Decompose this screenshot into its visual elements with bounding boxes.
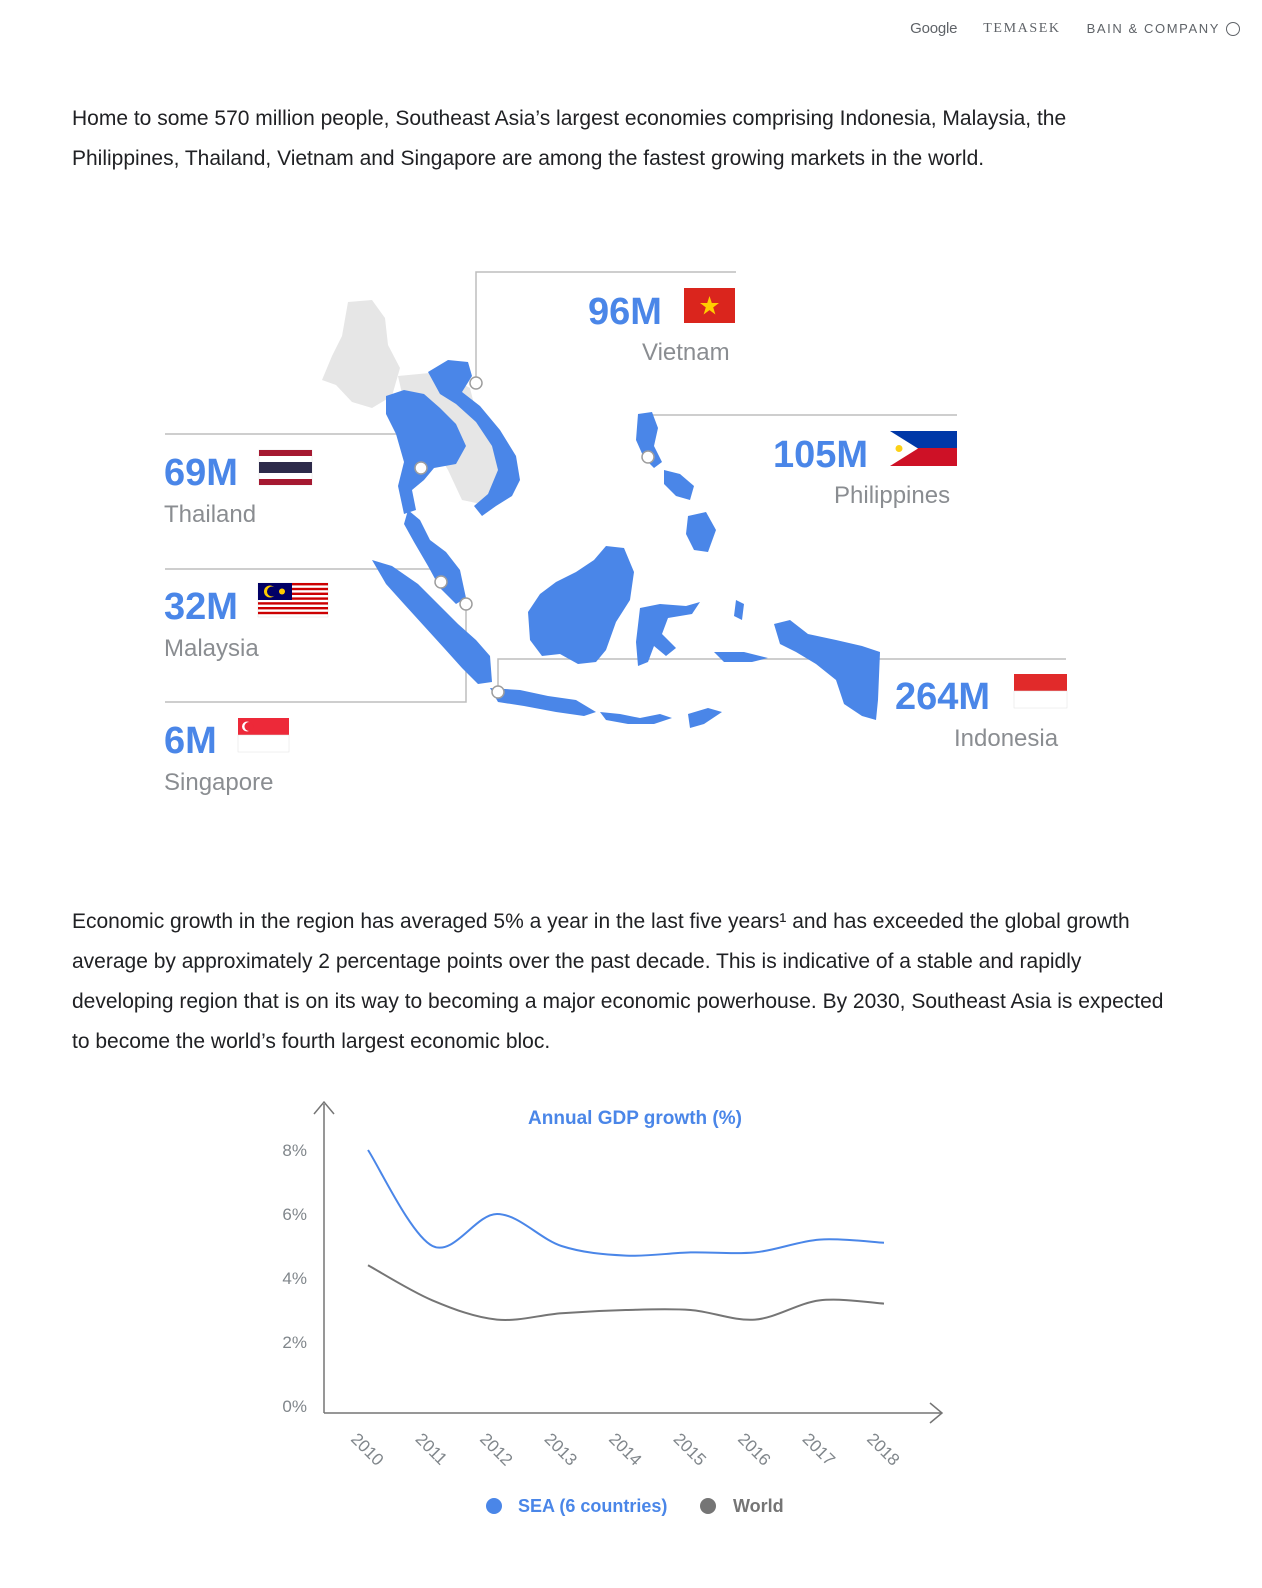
malaysia-flag-icon: [258, 583, 328, 617]
legend-sea-marker: [486, 1498, 502, 1514]
chart-legend: [486, 1496, 784, 1516]
growth-paragraph: Economic growth in the region has averaged 5% a year in the last five years¹ and has exceeded the global growth average by approximately 2 percentage points over the past decade. This is indicative of a stable and rapidly developing region that is on its way to becoming a major economic powerhouse. By 2030, Southeast Asia is expected to become the world’s fourth largest economic bloc.: [72, 910, 1164, 1053]
x-tick-label: 2014: [605, 1429, 646, 1470]
halmahera-shape: [714, 652, 768, 662]
thailand-marker: [415, 462, 427, 474]
singapore-population: 6M: [164, 720, 217, 762]
sulawesi-shape: [636, 602, 700, 666]
singapore-marker: [460, 598, 472, 610]
vietnam-flag-icon: [684, 288, 735, 323]
sea-series-line: [368, 1150, 884, 1256]
philippines-flag-icon: [890, 431, 957, 466]
thailand-population: 69M: [164, 452, 238, 494]
x-tick-label: 2017: [798, 1429, 839, 1470]
google-logo: Google: [910, 20, 958, 37]
borneo-shape: [528, 546, 634, 664]
temasek-logo: TEMASEK: [983, 20, 1061, 36]
x-tick-label: 2018: [863, 1429, 904, 1470]
bain-logo: [1087, 21, 1240, 36]
malaysia-marker: [435, 576, 447, 588]
philippines-name: Philippines: [834, 482, 951, 509]
x-tick-label: 2012: [476, 1429, 517, 1470]
java-shape: [490, 688, 596, 716]
x-tick-label: 2013: [540, 1429, 581, 1470]
visayas-shape: [664, 470, 694, 500]
gdp-growth-chart: [0, 1080, 1262, 1540]
partner-logos: [910, 20, 1240, 37]
southeast-asia-map: [0, 240, 1262, 820]
vietnam-population: 96M: [588, 291, 662, 333]
bain-logo-text: BAIN & COMPANY: [1086, 21, 1220, 36]
philippines-marker: [642, 451, 654, 463]
malaysia-name: Malaysia: [164, 635, 259, 662]
chart-title: Annual GDP growth (%): [528, 1108, 742, 1129]
chart-axes: [314, 1102, 942, 1423]
x-tick-label: 2011: [411, 1429, 451, 1469]
world-series-line: [368, 1265, 884, 1320]
mindanao-shape: [686, 512, 716, 552]
x-tick-label: 2016: [734, 1429, 775, 1470]
y-tick-label: 8%: [282, 1141, 307, 1160]
timor-shape: [688, 708, 722, 728]
vietnam-name: Vietnam: [642, 339, 730, 366]
sumatra-shape: [372, 560, 492, 684]
maluku-shape: [734, 600, 744, 620]
y-tick-label: 4%: [282, 1269, 307, 1288]
x-tick-label: 2010: [347, 1429, 388, 1470]
bain-mark-icon: [1226, 22, 1240, 36]
x-tick-labels: [347, 1429, 903, 1469]
new-guinea-shape: [774, 620, 880, 720]
thailand-name: Thailand: [164, 501, 257, 528]
y-tick-label: 6%: [282, 1205, 307, 1224]
x-tick-label: 2015: [669, 1429, 710, 1470]
y-tick-labels: [282, 1141, 307, 1416]
y-tick-label: 0%: [282, 1397, 307, 1416]
y-tick-label: 2%: [282, 1333, 307, 1352]
philippines-population: 105M: [773, 434, 869, 476]
series-lines: [368, 1150, 884, 1320]
nusa-tenggara-shape: [600, 712, 672, 724]
indonesia-flag-icon: [1014, 674, 1067, 708]
legend-sea-label: SEA (6 countries): [518, 1496, 668, 1516]
indonesia-name: Indonesia: [954, 725, 1059, 752]
thailand-flag-icon: [259, 450, 312, 485]
singapore-name: Singapore: [164, 769, 274, 796]
indonesia-marker: [492, 686, 504, 698]
legend-world-label: World: [733, 1496, 784, 1516]
vietnam-marker: [470, 377, 482, 389]
malaysia-population: 32M: [164, 586, 238, 628]
legend-world-marker: [700, 1498, 716, 1514]
intro-paragraph: Home to some 570 million people, Southeast Asia’s largest economies comprising Indonesia, Malaysia, the Philippines, Thailand, Vietnam and Singapore are among the fastest growing markets in the world.: [72, 107, 1067, 170]
singapore-flag-icon: [238, 718, 289, 752]
indonesia-population: 264M: [895, 676, 991, 718]
